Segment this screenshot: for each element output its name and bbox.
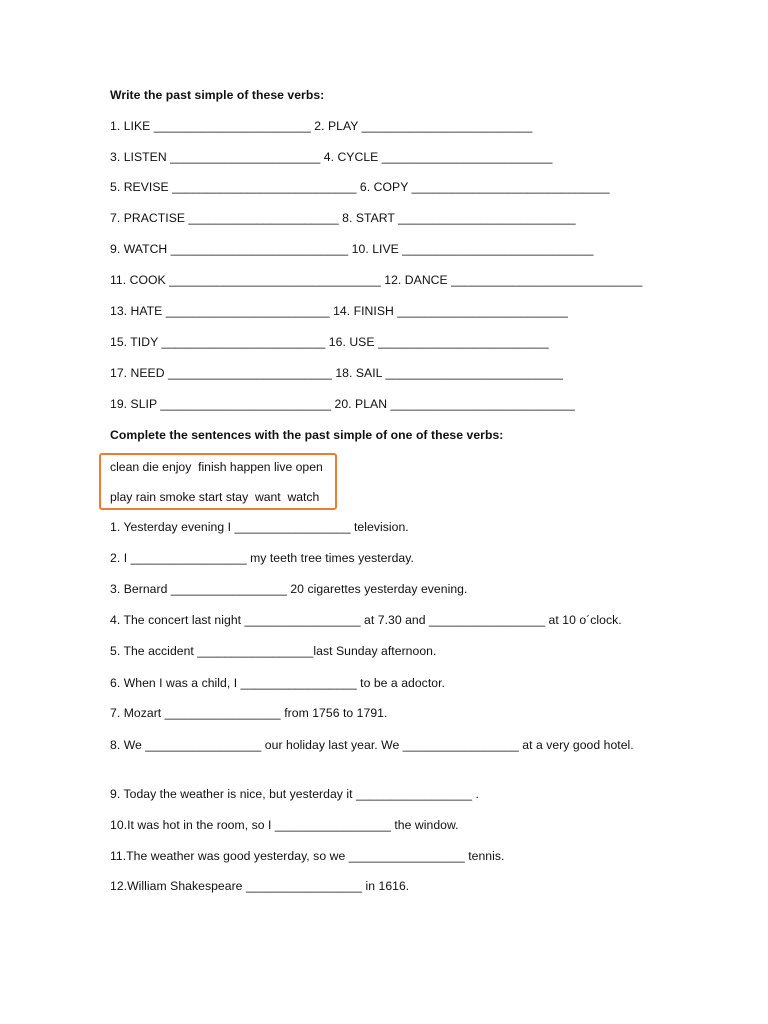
verb-row: 15. TIDY ________________________ 16. USE _________________________ [110,335,549,349]
part2-title: Complete the sentences with the past simple of one of these verbs: [110,428,504,442]
verb-row: 17. NEED ________________________ 18. SAIL __________________________ [110,366,563,380]
verb-row: 7. PRACTISE ______________________ 8. START __________________________ [110,211,576,225]
sentence: 2. I _________________ my teeth tree times yesterday. [110,551,414,565]
sentence: 3. Bernard _________________ 20 cigarettes yesterday evening. [110,582,468,596]
verb-row: 9. WATCH __________________________ 10. LIVE ____________________________ [110,242,594,256]
sentence: 1. Yesterday evening I _________________ television. [110,520,409,534]
word-box-line: play rain smoke start stay want watch [110,490,320,504]
verb-row: 1. LIKE _______________________ 2. PLAY _________________________ [110,119,533,133]
verb-row: 13. HATE ________________________ 14. FINISH _________________________ [110,304,568,318]
word-box-line: clean die enjoy finish happen live open [110,460,323,474]
sentence: 10.It was hot in the room, so I _________________ the window. [110,818,459,832]
sentence: 11.The weather was good yesterday, so we _________________ tennis. [110,849,505,863]
verb-row: 11. COOK _______________________________ 12. DANCE ____________________________ [110,273,643,287]
sentence: 12.William Shakespeare _________________ in 1616. [110,879,410,893]
verb-word-box [99,453,337,510]
sentence: 9. Today the weather is nice, but yesterday it _________________ . [110,787,479,801]
sentence: 5. The accident _________________last Sunday afternoon. [110,644,437,658]
sentence: 8. We _________________ our holiday last year. We _________________ at a very good hotel. [110,738,634,752]
sentence: 4. The concert last night _________________ at 7.30 and _________________ at 10 o´clock. [110,613,622,627]
verb-row: 5. REVISE ___________________________ 6. COPY _____________________________ [110,180,610,194]
part1-title: Write the past simple of these verbs: [110,88,325,102]
sentence: 7. Mozart _________________ from 1756 to 1791. [110,706,388,720]
sentence: 6. When I was a child, I _________________ to be a adoctor. [110,676,445,690]
verb-row: 3. LISTEN ______________________ 4. CYCLE _________________________ [110,150,553,164]
verb-row: 19. SLIP _________________________ 20. PLAN ___________________________ [110,397,575,411]
